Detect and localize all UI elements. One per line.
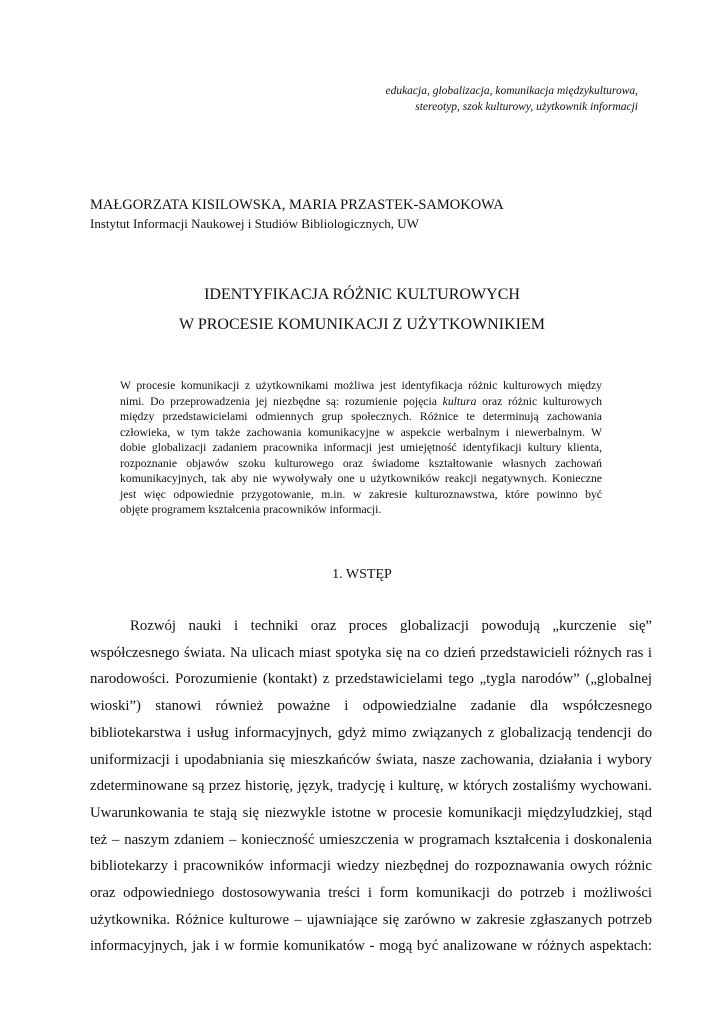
body-line: bibliotekarstwa i usług informacyjnych, gdyż mimo związanych z globalizacją tendencji do [90,724,652,741]
abstract-line: W procesie komunikacji z użytkownikami możliwa jest identyfikacja różnic kulturowych między [120,379,602,392]
keywords-line: stereotyp, szok kulturowy, użytkownik informacji [415,101,638,113]
abstract-line: rozpoznanie objawów szoku kulturowego oraz świadome kształtowanie własnych zachowań [120,456,602,470]
abstract-line: między przedstawicielami odmiennych grup społecznych. Różnice te determinują zachowania [120,410,602,423]
abstract-text: oraz różnic kulturowych [476,394,603,408]
body-line: użytkownika. Różnice kulturowe – ujawniające się zarówno w zakresie zgłaszanych potrzeb [90,911,652,928]
body-line: oraz odpowiedniego dostosowywania treści i form komunikacji do potrzeb i możliwości [90,885,652,902]
abstract-text: nimi. Do przeprowadzenia jej niezbędne są: rozumienie pojęcia [120,394,443,408]
abstract-line [120,394,602,410]
abstract-line: człowieka, w tym także zachowania komunikacyjne w aspekcie werbalnym i niewerbalnym. W [120,425,602,439]
body-line: wioski”) stanowi również poważne i odpowiedzialne zadanie dla współczesnego [90,698,652,715]
body-line: narodowości. Porozumienie (kontakt) z przedstawicielami tego „tygla narodów” („globalnej [90,671,652,688]
abstract-line: objęte programem kształcenia pracowników informacji. [120,503,382,516]
abstract-line: jest więc odpowiednie przygotowanie, m.in. w zakresie kulturoznawstwa, które powinno być [120,487,602,501]
body-line: bibliotekarzy i pracowników informacji wiedzy niezbędnej do rozpoznawania owych różnic [90,858,652,875]
body-line: Rozwój nauki i techniki oraz proces globalizacji powodują „kurczenie się” [130,618,652,634]
body-line: też – naszym zdaniem – konieczność umieszczenia w programach kształcenia i doskonalenia [90,831,652,848]
abstract [120,378,602,518]
body-text [90,613,652,960]
affiliation: Instytut Informacji Naukowej i Studiów Bibliologicznych, UW [90,216,419,231]
abstract-line: dobie globalizacji zadaniem pracownika informacji jest umiejętność identyfikacji kultury klienta, [120,441,602,454]
paper-title [0,280,724,340]
title-line: W PROCESIE KOMUNIKACJI Z UŻYTKOWNIKIEM [179,316,545,333]
title-line: IDENTYFIKACJA RÓŻNIC KULTUROWYCH [204,286,520,303]
abstract-emphasis: kultura [442,394,477,408]
abstract-line: komunikacyjnych, tak aby nie wywoływały one u użytkowników reakcji negatywnych. Konieczne [120,472,602,485]
section-heading: 1. WSTĘP [332,567,392,582]
authors: MAŁGORZATA KISILOWSKA, MARIA PRZASTEK-SAMOKOWA [90,197,504,213]
body-line: Uwarunkowania te stają się niezwykle istotne w procesie komunikacji międzyludzkiej, stąd [90,804,652,821]
body-line: informacyjnych, jak i w formie komunikatów - mogą być analizowane w różnych aspektach: [90,938,652,955]
keywords [385,83,638,115]
body-line: zdeterminowane są przez historię, język, tradycję i kulturę, w których zostaliśmy wychowani. [90,778,652,795]
keywords-line: edukacja, globalizacja, komunikacja międzykulturowa, [385,85,638,97]
body-line: uniformizacji i upodabniania się mieszkańców świata, nasze zachowania, działania i wybory [90,751,652,768]
body-line: współczesnego świata. Na ulicach miast spotyka się na co dzień przedstawicieli różnych ras i [90,644,652,661]
